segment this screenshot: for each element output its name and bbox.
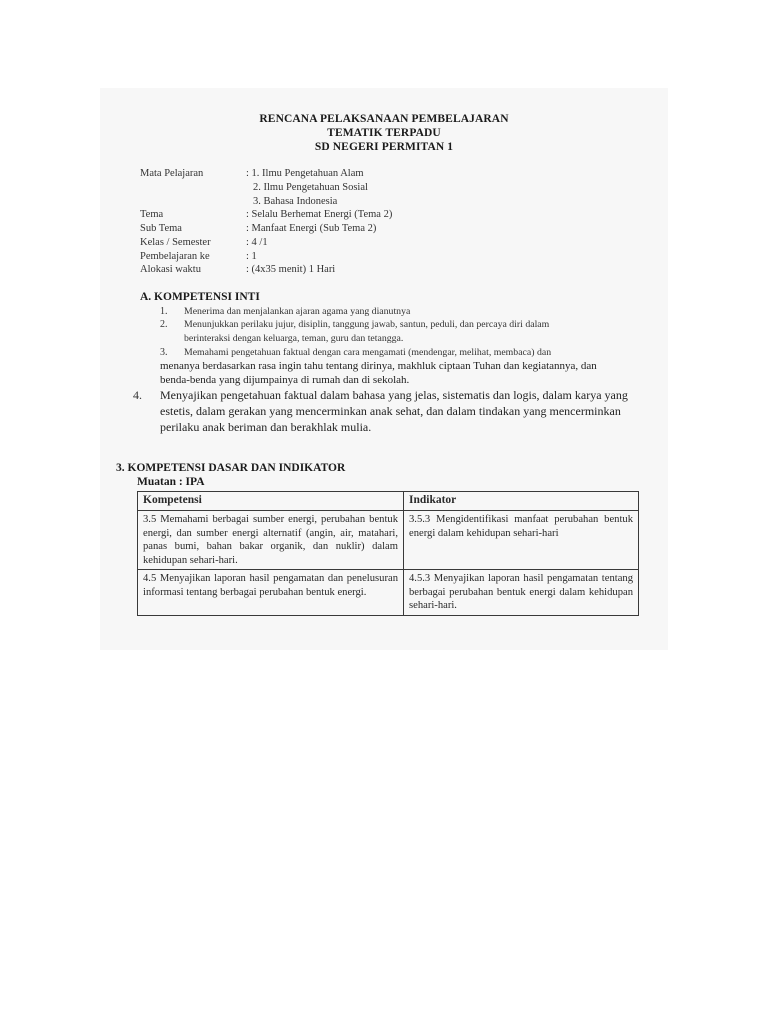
ki-item-2-line-1: Menunjukkan perilaku jujur, disiplin, tanggung jawab, santun, peduli, dan percaya diri dalam [184, 319, 550, 330]
mata-pelajaran-value-1: : 1. Ilmu Pengetahuan Alam [246, 168, 364, 179]
ki-item-4-line-2: estetis, dalam gerakan yang mencerminkan anak sehat, dan dalam tindakan yang mencerminkan [160, 404, 621, 418]
table-header-row [138, 492, 639, 511]
ki-item-3-line-1: Memahami pengetahuan faktual dengan cara mengamati (mendengar, melihat, membaca) dan [184, 347, 552, 358]
pembelajaran-value: : 1 [246, 251, 257, 262]
doc-title-line-3: SD NEGERI PERMITAN 1 [314, 141, 454, 153]
table-cell: 3.5.3 Mengidentifikasi manfaat perubahan bentuk energi dalam kehidupan sehari-hari [404, 511, 639, 570]
doc-title-line-1: RENCANA PELAKSANAAN PEMBELAJARAN [259, 113, 509, 125]
table-row [138, 511, 639, 570]
kelas-label: Kelas / Semester [140, 237, 211, 248]
ki-item-3-line-2: menanya berdasarkan rasa ingin tahu tentang dirinya, makhluk ciptaan Tuhan dan kegiatannya, dan [160, 360, 597, 372]
mata-pelajaran-label: Mata Pelajaran [140, 168, 204, 179]
ki-item-4-line-3: perilaku anak beriman dan berakhlak mulia. [160, 420, 372, 434]
ki-item-2-line-2: berinteraksi dengan keluarga, teman, guru dan tetangga. [184, 333, 404, 344]
tema-value: : Selalu Berhemat Energi (Tema 2) [246, 209, 393, 220]
mata-pelajaran-value-2: 2. Ilmu Pengetahuan Sosial [253, 182, 368, 193]
ki-item-3-line-3: benda-benda yang dijumpainya di rumah dan di sekolah. [160, 374, 410, 386]
header-indikator: Indikator [404, 492, 639, 511]
section-a-heading: A. KOMPETENSI INTI [140, 291, 260, 303]
header-kompetensi: Kompetensi [138, 492, 404, 511]
table-cell: 4.5.3 Menyajikan laporan hasil pengamatan tentang berbagai perubahan bentuk energi dalam kehidupan sehari-hari. [404, 570, 639, 616]
sub-tema-value: : Manfaat Energi (Sub Tema 2) [246, 223, 377, 234]
mata-pelajaran-value-3: 3. Bahasa Indonesia [253, 196, 338, 207]
ki-item-1-line-1: Menerima dan menjalankan ajaran agama yang dianutnya [184, 306, 411, 317]
item-number: 3. [160, 347, 168, 358]
ki-item-4-line-1: Menyajikan pengetahuan faktual dalam bahasa yang jelas, sistematis dan logis, dalam karya yang [160, 388, 628, 402]
item-number: 4. [133, 388, 142, 402]
doc-title-line-2: TEMATIK TERPADU [327, 127, 441, 139]
sub-tema-label: Sub Tema [140, 223, 182, 234]
table-cell: 4.5 Menyajikan laporan hasil pengamatan dan penelusuran informasi tentang berbagai perubahan bentuk energi. [138, 570, 404, 616]
item-number: 2. [160, 319, 168, 330]
alokasi-value: : (4x35 menit) 1 Hari [246, 264, 336, 275]
table-cell: 3.5 Memahami berbagai sumber energi, perubahan bentuk energi, dan sumber energi alternatif (angin, air, matahari, panas bumi, bahan bakar organik, dan nuklir) dalam kehidupan sehari-hari. [138, 511, 404, 570]
table-row [138, 570, 639, 616]
alokasi-label: Alokasi waktu [140, 264, 201, 275]
pembelajaran-label: Pembelajaran ke [140, 251, 210, 262]
kompetensi-indikator-table [137, 491, 639, 616]
item-number: 1. [160, 306, 168, 317]
muatan-label: Muatan : IPA [137, 476, 205, 488]
tema-label: Tema [140, 209, 164, 220]
section-b-heading: 3. KOMPETENSI DASAR DAN INDIKATOR [116, 462, 346, 474]
kelas-value: : 4 /1 [246, 237, 268, 248]
